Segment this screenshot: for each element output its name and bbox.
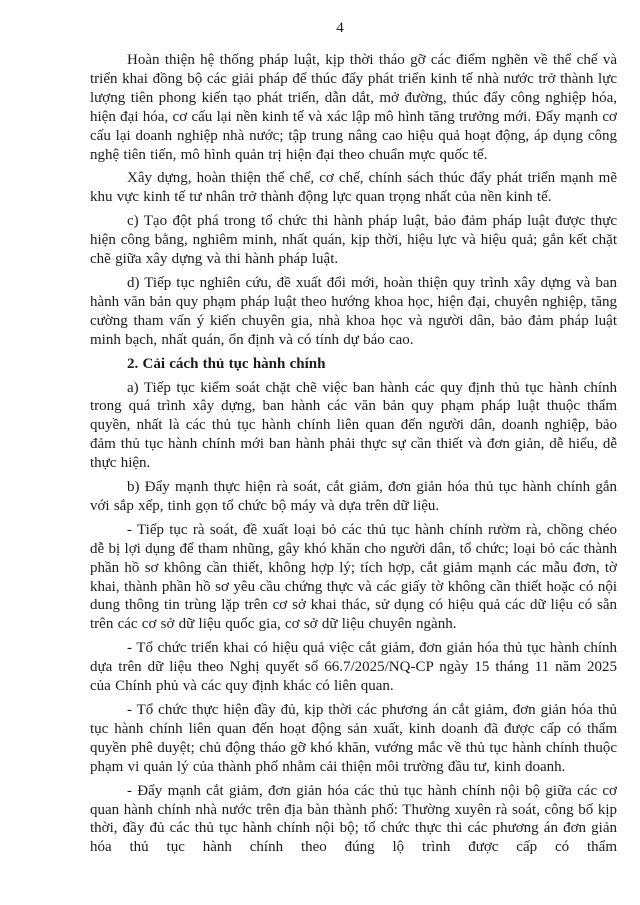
document-body bbox=[90, 51, 617, 862]
paragraph: - Tiếp tục rà soát, đề xuất loại bỏ các thủ tục hành chính rườm rà, chồng chéo dễ bị lợi dụng để tham nhũng, gây khó khăn cho người dân, tổ chức; loại bỏ các thành phần hồ sơ không cần thiết, không hợp lý; tích hợp, cắt giảm mạnh các mẫu đơn, tờ khai, thành phần hồ sơ yêu cầu chứng thực và các giấy tờ không cần thiết hoặc có nội dung thông tin trùng lặp trên cơ sở khai thác, sử dụng có hiệu quả các dữ liệu có sẵn trên các cơ sở dữ liệu quốc gia, cơ sở dữ liệu chuyên ngành. bbox=[90, 521, 617, 633]
section-heading: 2. Cải cách thủ tục hành chính bbox=[127, 355, 326, 372]
paragraph: c) Tạo đột phá trong tổ chức thi hành pháp luật, bảo đảm pháp luật được thực hiện công bằng, nghiêm minh, nhất quán, kịp thời, hiệu lực và hiệu quả; gắn kết chặt chẽ giữa xây dựng và thi hành pháp luật. bbox=[90, 213, 617, 268]
page-number: 4 bbox=[336, 20, 344, 36]
paragraph: - Đẩy mạnh cắt giảm, đơn giản hóa các thủ tục hành chính nội bộ giữa các cơ quan hành chính nhà nước trên địa bàn thành phố: Thường xuyên rà soát, công bố kịp thời, đầy đủ các thủ tục hành chính nội bộ; tổ chức thực thi các phương án đơn giản hóa thủ tục hành chính theo đúng lộ trình được cấp có thẩm bbox=[90, 782, 617, 856]
paragraph: d) Tiếp tục nghiên cứu, đề xuất đổi mới, hoàn thiện quy trình xây dựng và ban hành văn bản quy phạm pháp luật theo hướng khoa học, hiện đại, chuyên nghiệp, tăng cường tham vấn ý kiến chuyên gia, nhà khoa học và người dân, bảo đảm pháp luật minh bạch, nhất quán, ổn định và có tính dự báo cao. bbox=[90, 274, 617, 348]
paragraph: - Tổ chức thực hiện đầy đủ, kịp thời các phương án cắt giảm, đơn giản hóa thủ tục hành chính liên quan đến hoạt động sản xuất, kinh doanh đã được cấp có thẩm quyền phê duyệt; chủ động tháo gỡ khó khăn, vướng mắc về thủ tục hành chính thuộc phạm vi quản lý của thành phố nhằm cải thiện môi trường đầu tư, kinh doanh. bbox=[90, 702, 617, 775]
paragraph: a) Tiếp tục kiểm soát chặt chẽ việc ban hành các quy định thủ tục hành chính trong quá trình xây dựng, ban hành các văn bản quy phạm pháp luật thuộc thẩm quyền, nhất là các thủ tục hành chính liên quan đến người dân, doanh nghiệp, bảo đảm thủ tục hành chính mới ban hành phải thực sự cần thiết và đơn giản, dễ hiểu, dễ thực hiện. bbox=[90, 379, 617, 472]
paragraph: Xây dựng, hoàn thiện thể chế, cơ chế, chính sách thúc đẩy phát triển mạnh mẽ khu vực kinh tế tư nhân trở thành động lực quan trọng nhất của nền kinh tế. bbox=[90, 170, 617, 206]
paragraph: - Tổ chức triển khai có hiệu quả việc cắt giảm, đơn giản hóa thủ tục hành chính dựa trên dữ liệu theo Nghị quyết số 66.7/2025/NQ-CP ngày 15 tháng 11 năm 2025 của Chính phủ và các quy định khác có liên quan. bbox=[90, 640, 617, 695]
paragraph: Hoàn thiện hệ thống pháp luật, kịp thời tháo gỡ các điểm nghẽn về thể chế và triển khai đồng bộ các giải pháp để thúc đẩy phát triển kinh tế nhà nước trở thành lực lượng tiên phong kiến tạo phát triển, dẫn dắt, mở đường, thúc đẩy công nghiệp hóa, hiện đại hóa, cơ cấu lại nền kinh tế và xác lập mô hình tăng trưởng mới. Đẩy mạnh cơ cấu lại doanh nghiệp nhà nước; tập trung nâng cao hiệu quả hoạt động, áp dụng công nghệ tiên tiến, mô hình quản trị hiện đại theo chuẩn mực quốc tế. bbox=[90, 52, 617, 163]
paragraph: b) Đẩy mạnh thực hiện rà soát, cắt giảm, đơn giản hóa thủ tục hành chính gắn với sắp xếp, tinh gọn tổ chức bộ máy và dựa trên dữ liệu. bbox=[90, 479, 617, 514]
